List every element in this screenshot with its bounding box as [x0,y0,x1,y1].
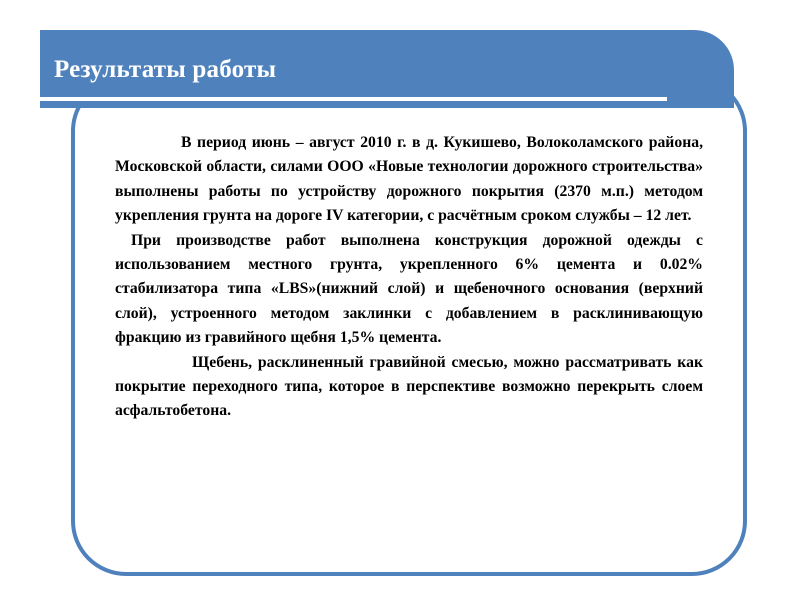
paragraph-2: При производстве работ выполнена конструкция дорожной одежды с использованием местного грунта, укрепленного 6% цемента и 0.02% стабилизатора типа «LBS»(нижний слой) и щебеночного основания (верхний слой), устроенного методом заклинки с добавлением в расклинивающую фракцию из гравийного щебня 1,5% цемента. [115,231,703,347]
slide-body [115,131,703,424]
paragraph-3: Щебень, расклиненный гравийной смесью, можно рассматривать как покрытие переходного типа, которое в перспективе возможно перекрыть слоем асфальтобетона. [115,353,703,420]
title-underline [40,97,667,101]
paragraph-1: В период июнь – август 2010 г. в д. Кукишево, Волоколамского района, Московской области, силами ООО «Новые технологии дорожного строительства» выполнены работы по устройству дорожного покрытия (2370 м.п.) методом укрепления грунта на дороге IV категории, с расчётным сроком службы – 12 лет. [115,134,703,225]
slide-title: Результаты работы [54,56,277,83]
